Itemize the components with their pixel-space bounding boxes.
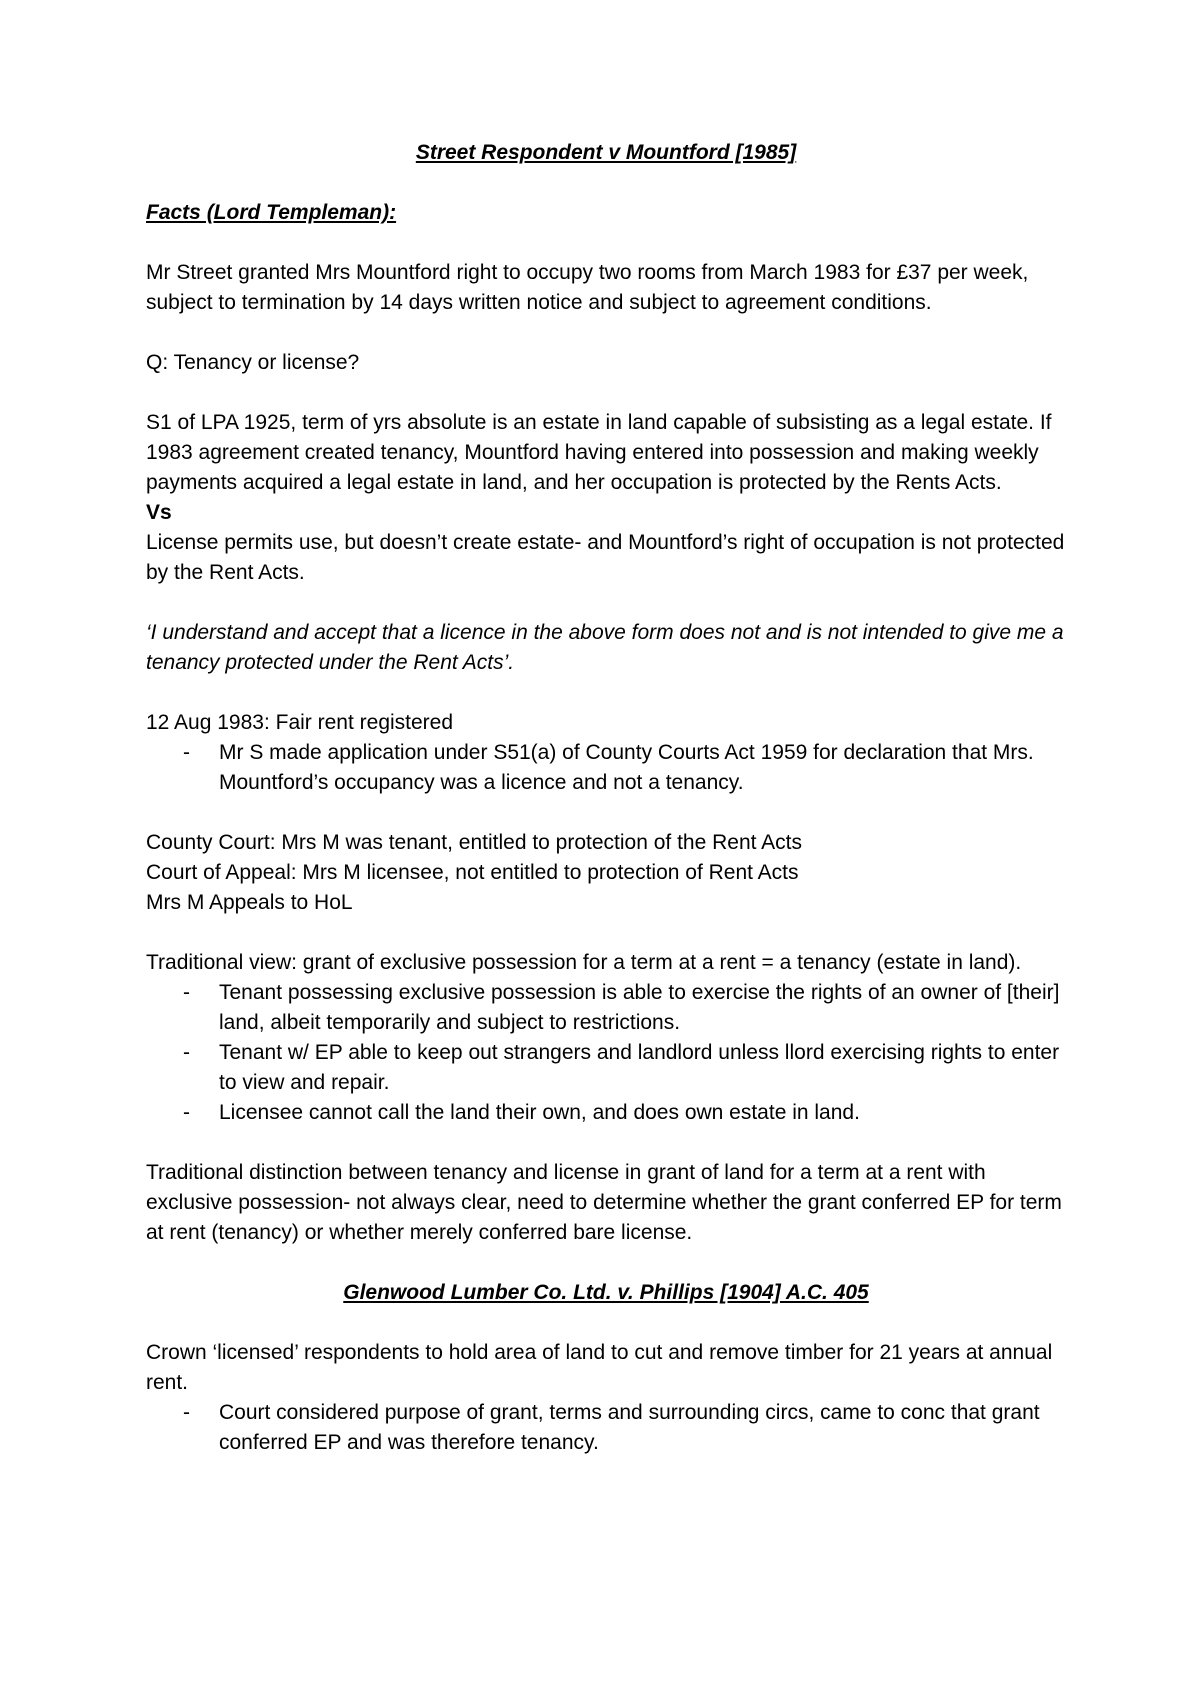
- fair-rent-line: 12 Aug 1983: Fair rent registered: [146, 711, 454, 734]
- list-item-text: Tenant w/ EP able to keep out strangers and landlord unless llord exercising rights to enter to view and repair.: [219, 1041, 1060, 1094]
- bullet-dash: -: [183, 741, 190, 764]
- case-title: Glenwood Lumber Co. Ltd. v. Phillips [1904] A.C. 405: [343, 1281, 869, 1304]
- spacer: [146, 588, 1066, 618]
- document-page: [146, 138, 1066, 1458]
- bullet-dash: -: [183, 1041, 190, 1064]
- list-item: [146, 1398, 1066, 1458]
- list-item-text: Court considered purpose of grant, terms and surrounding circs, came to conc that grant conferred EP and was therefore tenancy.: [219, 1401, 1040, 1454]
- spacer: [146, 798, 1066, 828]
- spacer: [146, 228, 1066, 258]
- court-line: Court of Appeal: Mrs M licensee, not entitled to protection of Rent Acts: [146, 861, 799, 884]
- bullet-dash: -: [183, 981, 190, 1004]
- court-line: County Court: Mrs M was tenant, entitled to protection of the Rent Acts: [146, 831, 802, 854]
- list-item-text: Licensee cannot call the land their own, and does own estate in land.: [219, 1101, 860, 1124]
- list-item: [146, 1098, 1066, 1128]
- spacer: [146, 168, 1066, 198]
- crown-paragraph: Crown ‘licensed’ respondents to hold area of land to cut and remove timber for 21 years at annual rent.: [146, 1341, 1053, 1394]
- list-item-text: Tenant possessing exclusive possession is able to exercise the rights of an owner of [their] land, albeit temporarily and subject to restrictions.: [219, 981, 1060, 1034]
- spacer: [146, 1308, 1066, 1338]
- spacer: [146, 678, 1066, 708]
- versus-label: Vs: [146, 501, 172, 524]
- spacer: [146, 1128, 1066, 1158]
- question-line: Q: Tenancy or license?: [146, 351, 360, 374]
- bullet-dash: -: [183, 1101, 190, 1124]
- facts-heading: Facts (Lord Templeman):: [146, 201, 397, 224]
- spacer: [146, 378, 1066, 408]
- spacer: [146, 318, 1066, 348]
- list-item: [146, 738, 1066, 798]
- list-item-text: Mr S made application under S51(a) of County Courts Act 1959 for declaration that Mrs. Mountford’s occupancy was a licence and not a tenancy.: [219, 741, 1034, 794]
- traditional-view-paragraph: Traditional view: grant of exclusive possession for a term at a rent = a tenancy (estate in land).: [146, 951, 1022, 974]
- lpa-paragraph: S1 of LPA 1925, term of yrs absolute is an estate in land capable of subsisting as a legal estate. If 1983 agreement created tenancy, Mountford having entered into possession and making weekly payments acquired a legal estate in land, and her occupation is protected by the Rents Acts.: [146, 411, 1052, 494]
- license-paragraph: License permits use, but doesn’t create estate- and Mountford’s right of occupation is not protected by the Rent Acts.: [146, 531, 1065, 584]
- facts-paragraph: Mr Street granted Mrs Mountford right to occupy two rooms from March 1983 for £37 per week, subject to termination by 14 days written notice and subject to agreement conditions.: [146, 261, 1029, 314]
- spacer: [146, 918, 1066, 948]
- licence-quote: ‘I understand and accept that a licence in the above form does not and is not intended to give me a tenancy protected under the Rent Acts’.: [146, 621, 1064, 674]
- court-line: Mrs M Appeals to HoL: [146, 891, 353, 914]
- list-item: [146, 978, 1066, 1038]
- list-item: [146, 1038, 1066, 1098]
- bullet-dash: -: [183, 1401, 190, 1424]
- distinction-paragraph: Traditional distinction between tenancy and license in grant of land for a term at a rent with exclusive possession- not always clear, need to determine whether the grant conferred EP for term at rent (tenancy) or whether merely conferred bare license.: [146, 1161, 1062, 1244]
- page-title: Street Respondent v Mountford [1985]: [415, 141, 797, 164]
- spacer: [146, 1248, 1066, 1278]
